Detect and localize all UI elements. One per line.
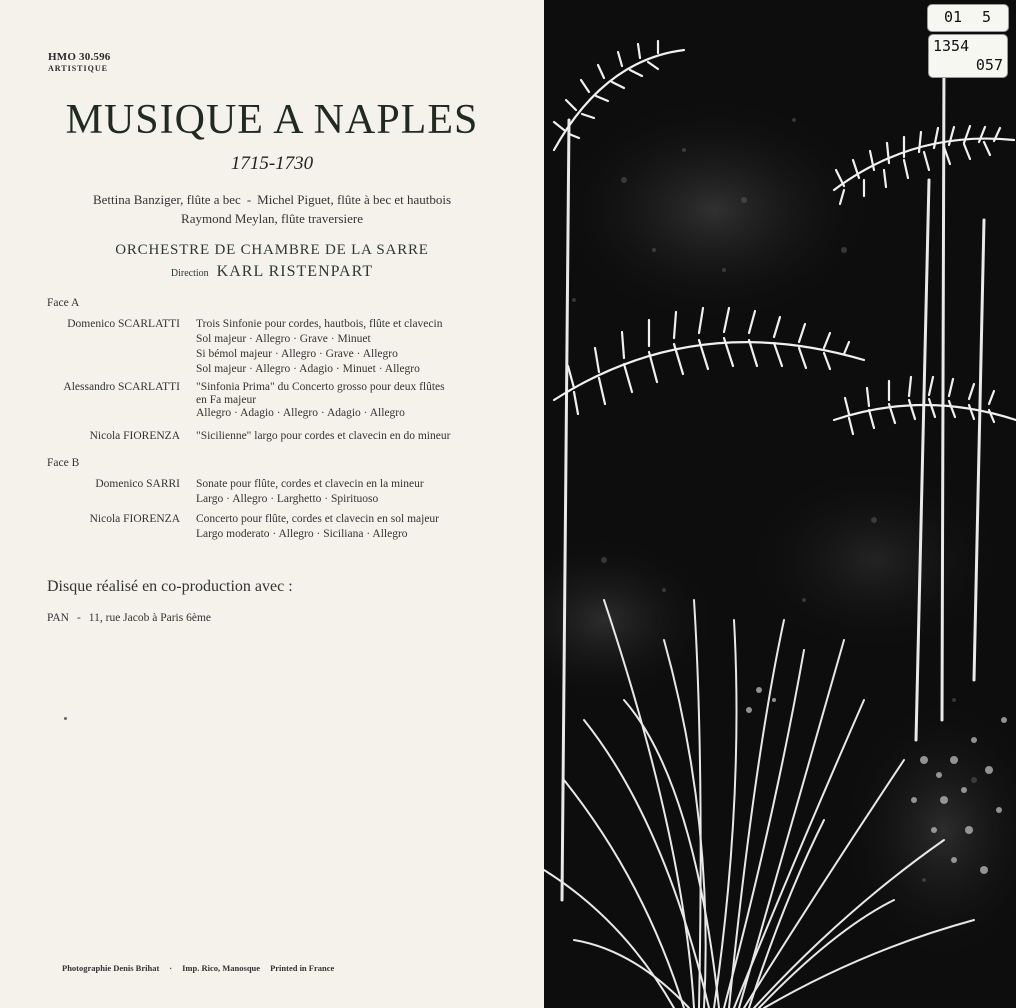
composer-name: Nicola FIORENZA: [89, 430, 180, 442]
album-years: 1715-1730: [230, 153, 314, 174]
publisher-separator: -: [76, 612, 81, 624]
work-description: [196, 380, 511, 421]
publisher-address: 11, rue Jacob à Paris 6ème: [88, 612, 211, 624]
work-line: Sol majeur · Allegro · Grave · Minuet: [196, 333, 371, 345]
work-line: Si bémol majeur · Allegro · Grave · Allegro: [196, 348, 398, 360]
printer-credit: Imp. Rico, Manosque: [182, 963, 261, 973]
album-title: MUSIQUE A NAPLES: [65, 97, 479, 143]
work-line: Sol majeur · Allegro · Adagio · Minuet · Allegro: [196, 363, 420, 375]
performers-block: [0, 190, 544, 228]
print-speck: [64, 717, 67, 720]
work-line: Trois Sinfonie pour cordes, hautbois, flûte et clavecin: [196, 318, 443, 330]
photo-credit: Photographie Denis Brihat: [62, 963, 160, 973]
performer-2: Michel Piguet, flûte à bec et hautbois: [257, 192, 452, 207]
sticker-top-number: 5: [982, 8, 992, 26]
face-a-heading: Face A: [47, 297, 80, 309]
credit-separator: ·: [169, 963, 173, 973]
composer-name: Alessandro SCARLATTI: [63, 381, 180, 393]
performer-3: Raymond Meylan, flûte traversiere: [181, 211, 363, 226]
work-line: Largo moderato · Allegro · Siciliana · Allegro: [196, 528, 408, 540]
composer-name: Domenico SCARLATTI: [67, 318, 180, 330]
publisher-line: [47, 612, 211, 624]
work-description: [196, 317, 511, 377]
work-line: Largo · Allegro · Larghetto · Spirituoso: [196, 493, 379, 505]
performer-1: Bettina Banziger, flûte a bec: [92, 192, 241, 207]
work-line: en Fa majeur: [196, 394, 257, 406]
work-line: Concerto pour flûte, cordes et clavecin en sol majeur: [196, 513, 440, 525]
work-description: [196, 512, 511, 542]
composer-name: Nicola FIORENZA: [89, 513, 180, 525]
performer-separator: -: [246, 192, 252, 207]
fern-photograph: [544, 0, 1016, 1008]
publisher-name: PAN: [47, 612, 69, 624]
orchestra-name: ORCHESTRE DE CHAMBRE DE LA SARRE: [115, 242, 429, 258]
work-line: "Sinfonia Prima" du Concerto grosso pour deux flûtes: [196, 381, 445, 393]
coproduction-note: Disque réalisé en co-production avec :: [47, 578, 293, 595]
performers-line-1: [0, 190, 544, 209]
work-line: "Sicilienne" largo pour cordes et clavecin en do mineur: [196, 430, 451, 442]
work-description: [196, 477, 511, 507]
catalog-sticker-top: [927, 4, 1009, 32]
printed-in: Printed in France: [270, 963, 335, 973]
conductor-name: KARL RISTENPART: [216, 263, 374, 280]
direction-line: [0, 263, 544, 281]
work-line: Allegro · Adagio · Allegro · Adagio · Allegro: [196, 407, 405, 419]
fern-photo-illustration: [544, 0, 1016, 1008]
direction-label: Direction: [170, 268, 209, 279]
credits-line: [62, 963, 344, 973]
work-description: [196, 429, 511, 444]
catalog-number: HMO 30.596: [48, 51, 111, 63]
face-b-heading: Face B: [47, 457, 80, 469]
sticker-main-number: 057: [975, 56, 1003, 74]
sticker-top-code: 01: [944, 8, 963, 26]
catalog-label: ARTISTIQUE: [48, 64, 108, 73]
work-line: Sonate pour flûte, cordes et clavecin en la mineur: [196, 478, 424, 490]
sticker-main-code: 1354: [933, 37, 970, 55]
catalog-sticker-main: [928, 34, 1008, 78]
composer-name: Domenico SARRI: [95, 478, 180, 490]
catalog-number-block: [48, 52, 111, 74]
